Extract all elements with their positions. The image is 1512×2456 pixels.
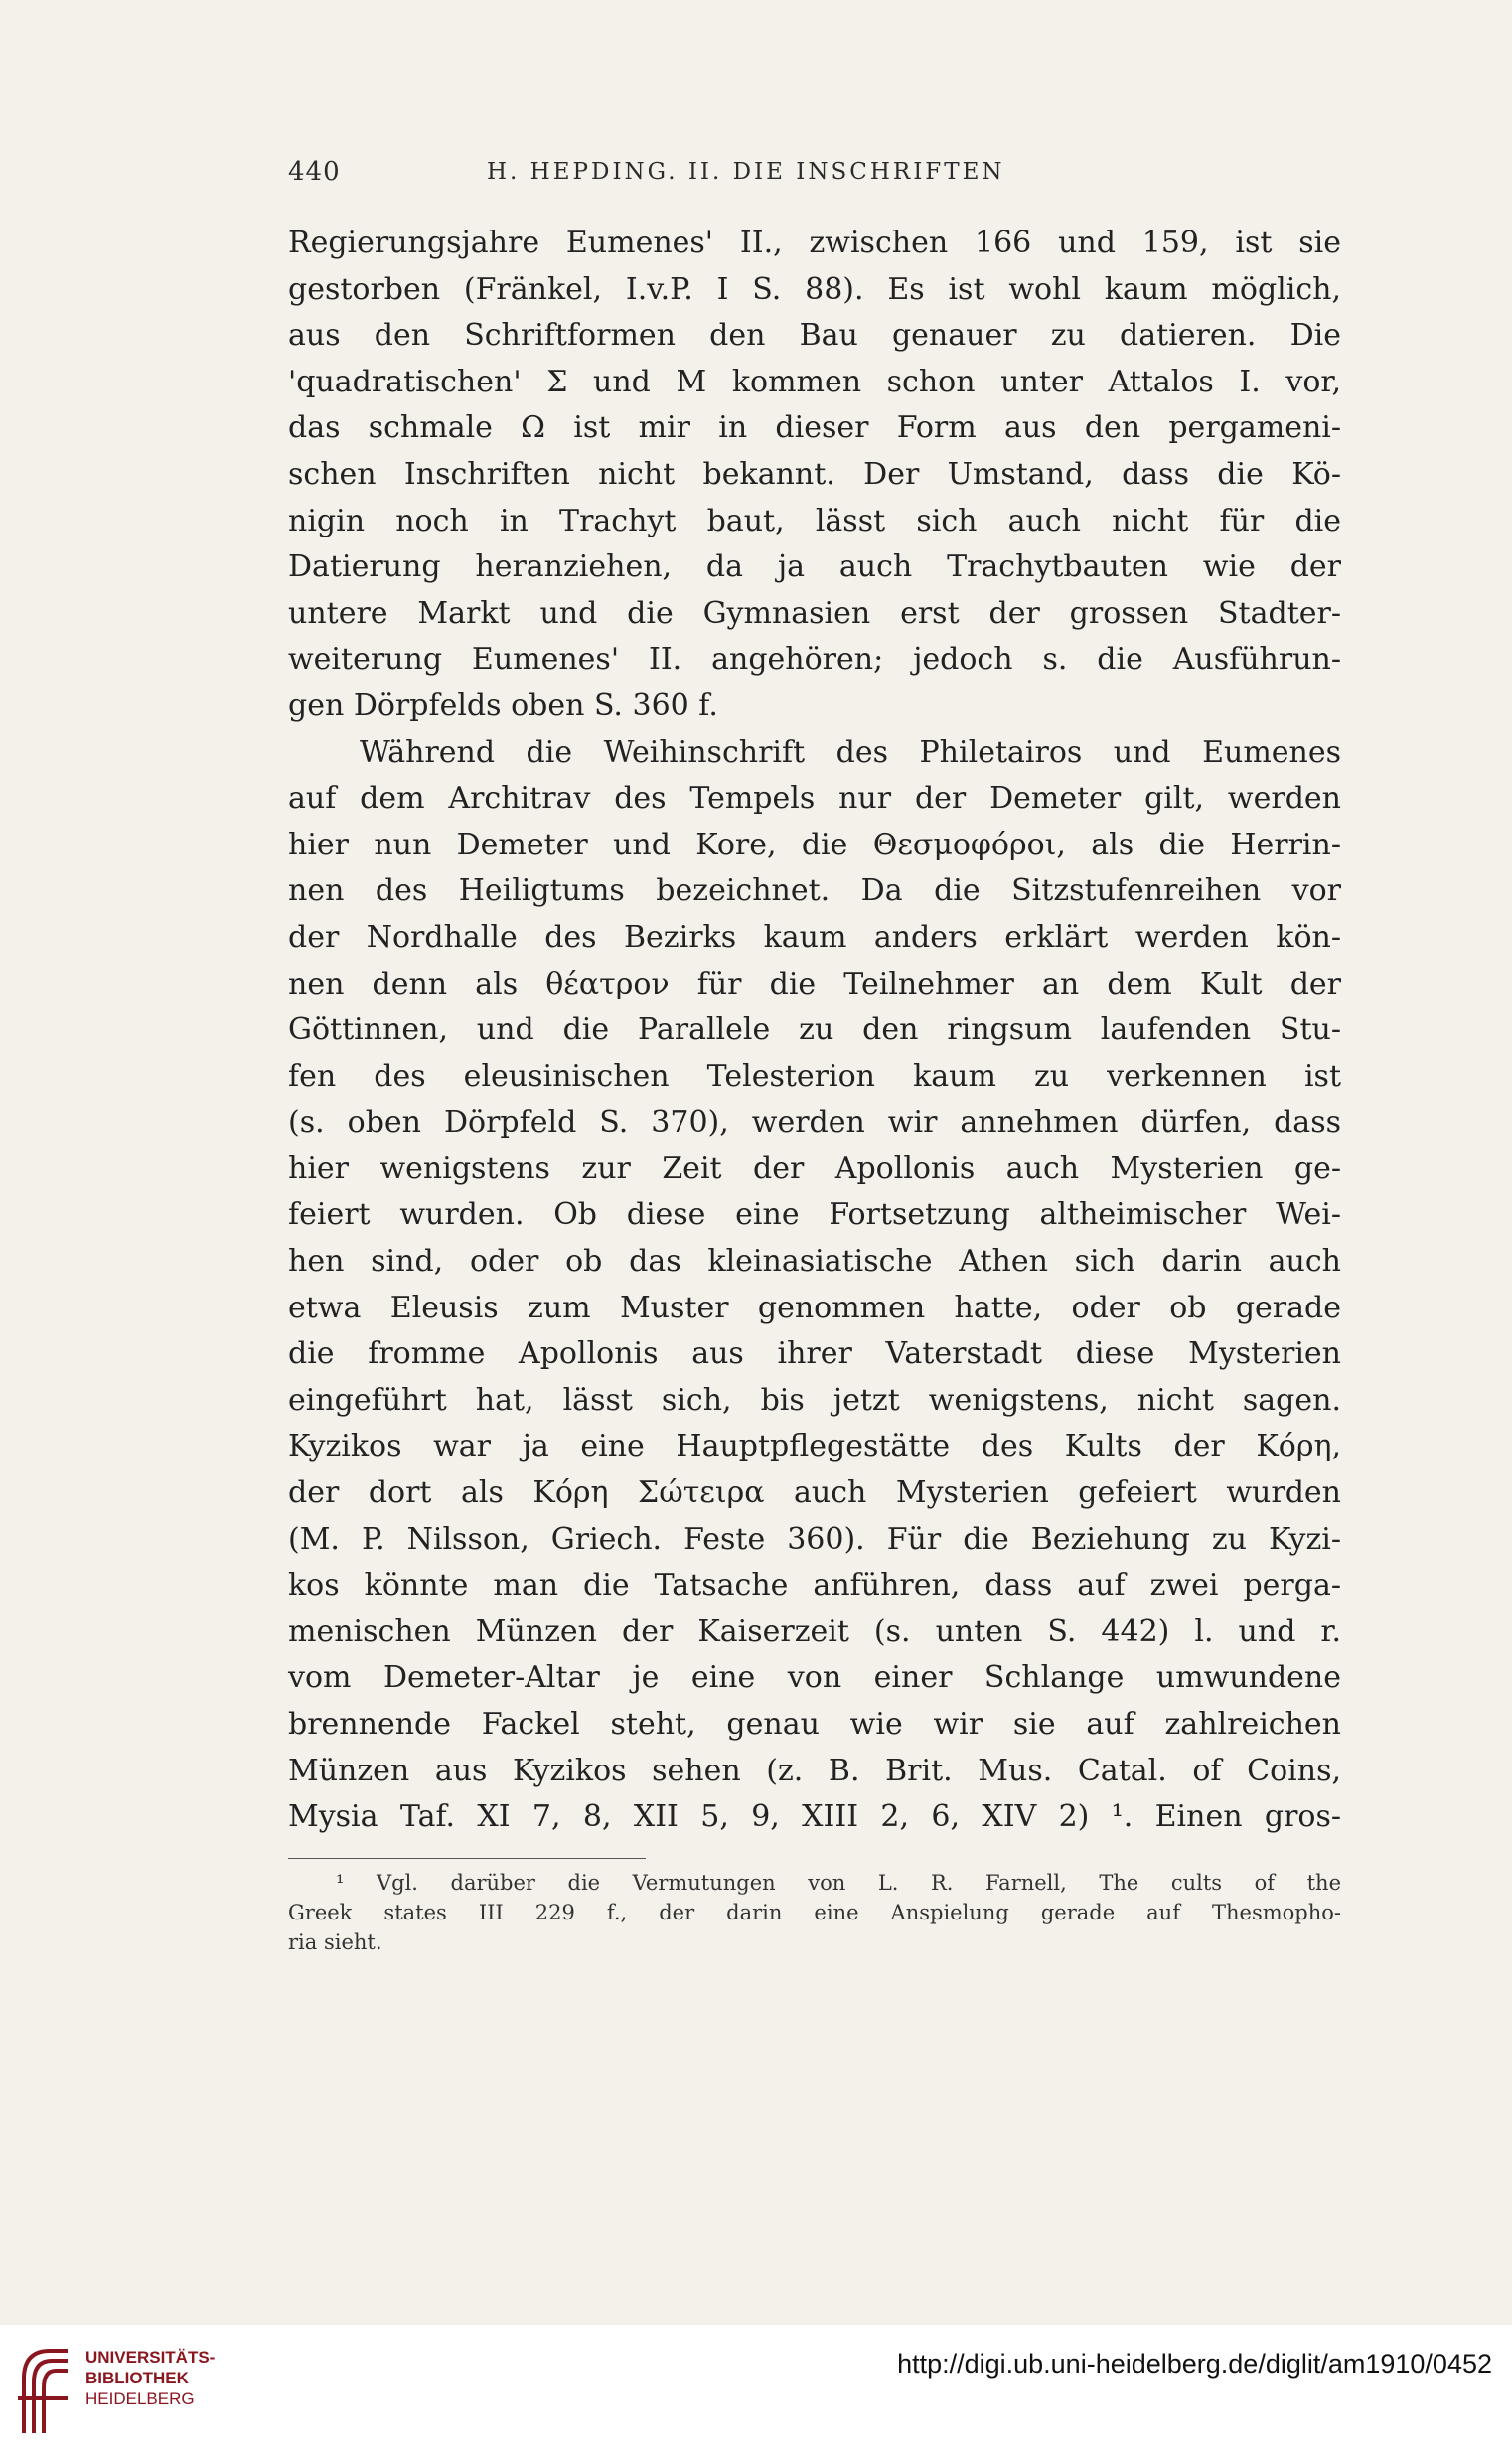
text-line: nen des Heiligtums bezeichnet. Da die Sitzstufenreihen vor bbox=[288, 873, 1341, 909]
text-line: Göttinnen, und die Parallele zu den ringsum laufenden Stu- bbox=[288, 1012, 1341, 1048]
text-line: Kyzikos war ja eine Hauptpflegestätte des Kults der Κόρη, bbox=[288, 1429, 1341, 1464]
text-line: der dort als Κόρη Σώτειρα auch Mysterien gefeiert wurden bbox=[288, 1475, 1341, 1511]
library-name-line-2: BIBLIOTHEK bbox=[85, 2369, 189, 2387]
body-text bbox=[288, 221, 1341, 1841]
footnote bbox=[288, 1868, 1341, 1957]
footnote-line: Greek states III 229 f., der darin eine Anspielung gerade auf Thesmopho- bbox=[288, 1901, 1341, 1924]
text-line: hier wenigstens zur Zeit der Apollonis auch Mysterien ge- bbox=[288, 1151, 1341, 1186]
footnote-line: ria sieht. bbox=[288, 1930, 382, 1954]
text-line: die fromme Apollonis aus ihrer Vaterstadt diese Mysterien bbox=[288, 1336, 1341, 1372]
page-header bbox=[288, 157, 1353, 197]
library-name-line-3: HEIDELBERG bbox=[85, 2389, 195, 2408]
text-line: eingeführt hat, lässt sich, bis jetzt wenigstens, nicht sagen. bbox=[288, 1382, 1341, 1418]
text-line: weiterung Eumenes' II. angehören; jedoch s. die Ausführun- bbox=[288, 642, 1341, 678]
text-line: nen denn als θέατρον für die Teilnehmer an dem Kult der bbox=[288, 966, 1341, 1001]
running-head: H. HEPDING. II. DIE INSCHRIFTEN bbox=[487, 159, 1005, 185]
text-line: Regierungsjahre Eumenes' II., zwischen 166 und 159, ist sie bbox=[288, 226, 1341, 260]
text-line: auf dem Architrav des Tempels nur der Demeter gilt, werden bbox=[288, 781, 1341, 817]
library-logo-icon bbox=[14, 2339, 72, 2438]
text-line: gestorben (Fränkel, I.v.P. I S. 88). Es ist wohl kaum möglich, bbox=[288, 271, 1341, 307]
text-line: das schmale Ω ist mir in dieser Form aus den pergameni- bbox=[288, 410, 1341, 446]
text-line: Während die Weihinschrift des Philetairos und Eumenes bbox=[360, 734, 1341, 770]
text-line: (M. P. Nilsson, Griech. Feste 360). Für die Beziehung zu Kyzi- bbox=[288, 1521, 1341, 1557]
text-line: kos könnte man die Tatsache anführen, dass auf zwei perga- bbox=[288, 1568, 1341, 1604]
text-line: schen Inschriften nicht bekannt. Der Umstand, dass die Kö- bbox=[288, 456, 1341, 492]
library-name bbox=[85, 2347, 215, 2409]
text-line: Mysia Taf. XI 7, 8, XII 5, 9, XIII 2, 6, XIV 2) ¹. Einen gros- bbox=[288, 1799, 1341, 1835]
text-line: brennende Fackel steht, genau wie wir sie auf zahlreichen bbox=[288, 1707, 1341, 1742]
text-line: hier nun Demeter und Kore, die Θεσμοφόροι, als die Herrin- bbox=[288, 827, 1341, 862]
text-line: Datierung heranziehen, da ja auch Trachytbauten wie der bbox=[288, 549, 1341, 585]
text-line: aus den Schriftformen den Bau genauer zu datieren. Die bbox=[288, 318, 1341, 354]
viewer-footer bbox=[0, 2325, 1512, 2456]
text-line: 'quadratischen' Σ und M kommen schon unter Attalos I. vor, bbox=[288, 364, 1341, 399]
text-line: der Nordhalle des Bezirks kaum anders erklärt werden kön- bbox=[288, 919, 1341, 955]
footnote-line: ¹ Vgl. darüber die Vermutungen von L. R. Farnell, The cults of the bbox=[336, 1871, 1341, 1895]
text-line: nigin noch in Trachyt baut, lässt sich auch nicht für die bbox=[288, 503, 1341, 538]
text-line: Münzen aus Kyzikos sehen (z. B. Brit. Mus. Catal. of Coins, bbox=[288, 1753, 1341, 1788]
library-name-line-1: UNIVERSITÄTS- bbox=[85, 2348, 216, 2367]
text-line: etwa Eleusis zum Muster genommen hatte, oder ob gerade bbox=[288, 1290, 1341, 1325]
source-url-link[interactable]: http://digi.ub.uni-heidelberg.de/diglit/am1910/0452 bbox=[897, 2349, 1492, 2379]
page-number: 440 bbox=[288, 157, 341, 187]
text-line: untere Markt und die Gymnasien erst der grossen Stadter- bbox=[288, 595, 1341, 631]
text-line: hen sind, oder ob das kleinasiatische Athen sich darin auch bbox=[288, 1244, 1341, 1280]
text-line: fen des eleusinischen Telesterion kaum zu verkennen ist bbox=[288, 1058, 1341, 1094]
text-line: menischen Münzen der Kaiserzeit (s. unten S. 442) l. und r. bbox=[288, 1613, 1341, 1649]
text-line: gen Dörpfelds oben S. 360 f. bbox=[288, 688, 718, 723]
text-line: vom Demeter-Altar je eine von einer Schlange umwundene bbox=[288, 1660, 1341, 1696]
text-line: feiert wurden. Ob diese eine Fortsetzung altheimischer Wei- bbox=[288, 1197, 1341, 1233]
text-line: (s. oben Dörpfeld S. 370), werden wir annehmen dürfen, dass bbox=[288, 1105, 1341, 1141]
footnote-rule bbox=[288, 1858, 646, 1859]
